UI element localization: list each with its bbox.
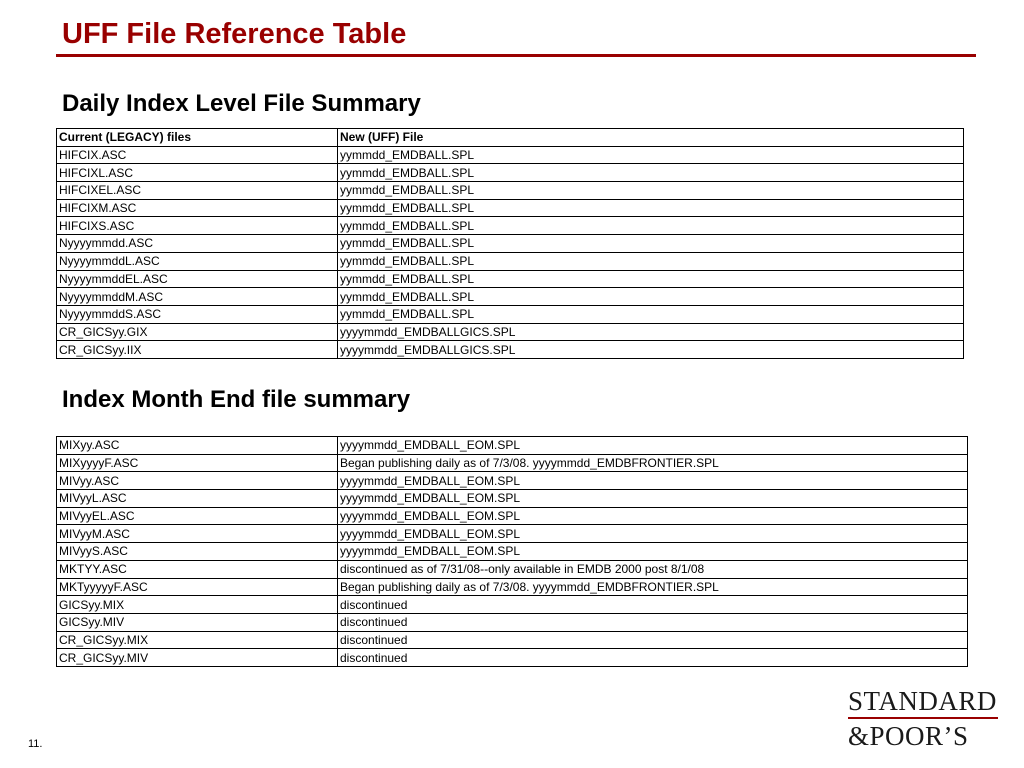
table-row xyxy=(57,631,968,649)
uff-file-cell: yymmdd_EMDBALL.SPL xyxy=(338,199,964,217)
table-row xyxy=(57,472,968,490)
uff-file-cell: yyyymmdd_EMDBALL_EOM.SPL xyxy=(338,543,968,561)
uff-file-cell: yyyymmdd_EMDBALL_EOM.SPL xyxy=(338,525,968,543)
month-end-file-table xyxy=(56,436,968,667)
legacy-file-cell: MIXyy.ASC xyxy=(57,437,338,455)
uff-file-cell: yyyymmdd_EMDBALL_EOM.SPL xyxy=(338,490,968,508)
uff-file-cell: discontinued xyxy=(338,596,968,614)
month-end-table-body xyxy=(57,437,968,667)
legacy-file-cell: MIVyyL.ASC xyxy=(57,490,338,508)
title-divider xyxy=(56,54,976,57)
page-title: UFF File Reference Table xyxy=(62,18,407,50)
table-row xyxy=(57,305,964,323)
legacy-file-cell: NyyyymmddS.ASC xyxy=(57,305,338,323)
legacy-file-cell: HIFCIXEL.ASC xyxy=(57,182,338,200)
uff-file-cell: discontinued xyxy=(338,613,968,631)
logo-text-poors: &POOR’S xyxy=(848,721,969,751)
uff-file-cell: yymmdd_EMDBALL.SPL xyxy=(338,252,964,270)
legacy-file-cell: NyyyymmddM.ASC xyxy=(57,288,338,306)
table-row xyxy=(57,613,968,631)
uff-file-cell: yymmdd_EMDBALL.SPL xyxy=(338,217,964,235)
uff-file-cell: yyyymmdd_EMDBALLGICS.SPL xyxy=(338,341,964,359)
legacy-file-cell: HIFCIX.ASC xyxy=(57,146,338,164)
legacy-file-cell: HIFCIXS.ASC xyxy=(57,217,338,235)
uff-file-cell: yyyymmdd_EMDBALL_EOM.SPL xyxy=(338,507,968,525)
table-row xyxy=(57,199,964,217)
table-row xyxy=(57,341,964,359)
table-row xyxy=(57,270,964,288)
table-row xyxy=(57,437,968,455)
legacy-file-cell: HIFCIXM.ASC xyxy=(57,199,338,217)
table-row xyxy=(57,164,964,182)
legacy-file-cell: CR_GICSyy.IIX xyxy=(57,341,338,359)
column-header-uff: New (UFF) File xyxy=(338,129,964,147)
uff-file-cell: yyyymmdd_EMDBALL_EOM.SPL xyxy=(338,472,968,490)
page-number: 11. xyxy=(28,738,43,750)
legacy-file-cell: Nyyyymmdd.ASC xyxy=(57,235,338,253)
table-row xyxy=(57,146,964,164)
uff-file-cell: yymmdd_EMDBALL.SPL xyxy=(338,164,964,182)
legacy-file-cell: MIVyy.ASC xyxy=(57,472,338,490)
table-row xyxy=(57,525,968,543)
legacy-file-cell: MIVyyM.ASC xyxy=(57,525,338,543)
table-row xyxy=(57,507,968,525)
uff-file-cell: discontinued as of 7/31/08--only available in EMDB 2000 post 8/1/08 xyxy=(338,560,968,578)
table-row xyxy=(57,182,964,200)
table-header-row xyxy=(57,129,964,147)
column-header-legacy: Current (LEGACY) files xyxy=(57,129,338,147)
legacy-file-cell: MIVyyEL.ASC xyxy=(57,507,338,525)
legacy-file-cell: HIFCIXL.ASC xyxy=(57,164,338,182)
legacy-file-cell: MKTyyyyyF.ASC xyxy=(57,578,338,596)
uff-file-cell: Began publishing daily as of 7/3/08. yyyymmdd_EMDBFRONTIER.SPL xyxy=(338,578,968,596)
uff-file-cell: yymmdd_EMDBALL.SPL xyxy=(338,288,964,306)
logo-text-standard: STANDARD xyxy=(848,686,997,716)
table-row xyxy=(57,560,968,578)
legacy-file-cell: MKTYY.ASC xyxy=(57,560,338,578)
table-row xyxy=(57,454,968,472)
table-row xyxy=(57,288,964,306)
legacy-file-cell: GICSyy.MIX xyxy=(57,596,338,614)
uff-file-cell: yyyymmdd_EMDBALLGICS.SPL xyxy=(338,323,964,341)
table-row xyxy=(57,252,964,270)
legacy-file-cell: NyyyymmddEL.ASC xyxy=(57,270,338,288)
uff-file-cell: discontinued xyxy=(338,649,968,667)
daily-table-body xyxy=(57,146,964,358)
table-row xyxy=(57,596,968,614)
legacy-file-cell: MIXyyyyF.ASC xyxy=(57,454,338,472)
table-row xyxy=(57,578,968,596)
table-row xyxy=(57,323,964,341)
uff-file-cell: discontinued xyxy=(338,631,968,649)
legacy-file-cell: MIVyyS.ASC xyxy=(57,543,338,561)
uff-file-cell: yymmdd_EMDBALL.SPL xyxy=(338,305,964,323)
table-row xyxy=(57,490,968,508)
legacy-file-cell: CR_GICSyy.MIV xyxy=(57,649,338,667)
table-row xyxy=(57,235,964,253)
table-row xyxy=(57,543,968,561)
uff-file-cell: Began publishing daily as of 7/3/08. yyyymmdd_EMDBFRONTIER.SPL xyxy=(338,454,968,472)
legacy-file-cell: NyyyymmddL.ASC xyxy=(57,252,338,270)
uff-file-cell: yymmdd_EMDBALL.SPL xyxy=(338,182,964,200)
legacy-file-cell: GICSyy.MIV xyxy=(57,613,338,631)
table-row xyxy=(57,217,964,235)
uff-file-cell: yymmdd_EMDBALL.SPL xyxy=(338,270,964,288)
standard-and-poors-logo xyxy=(848,686,1004,751)
uff-file-cell: yymmdd_EMDBALL.SPL xyxy=(338,235,964,253)
month-end-section-heading: Index Month End file summary xyxy=(62,386,411,413)
logo-divider xyxy=(848,717,998,719)
uff-file-cell: yyyymmdd_EMDBALL_EOM.SPL xyxy=(338,437,968,455)
table-row xyxy=(57,649,968,667)
daily-file-table xyxy=(56,128,964,359)
legacy-file-cell: CR_GICSyy.MIX xyxy=(57,631,338,649)
daily-section-heading: Daily Index Level File Summary xyxy=(62,90,421,117)
legacy-file-cell: CR_GICSyy.GIX xyxy=(57,323,338,341)
uff-file-cell: yymmdd_EMDBALL.SPL xyxy=(338,146,964,164)
